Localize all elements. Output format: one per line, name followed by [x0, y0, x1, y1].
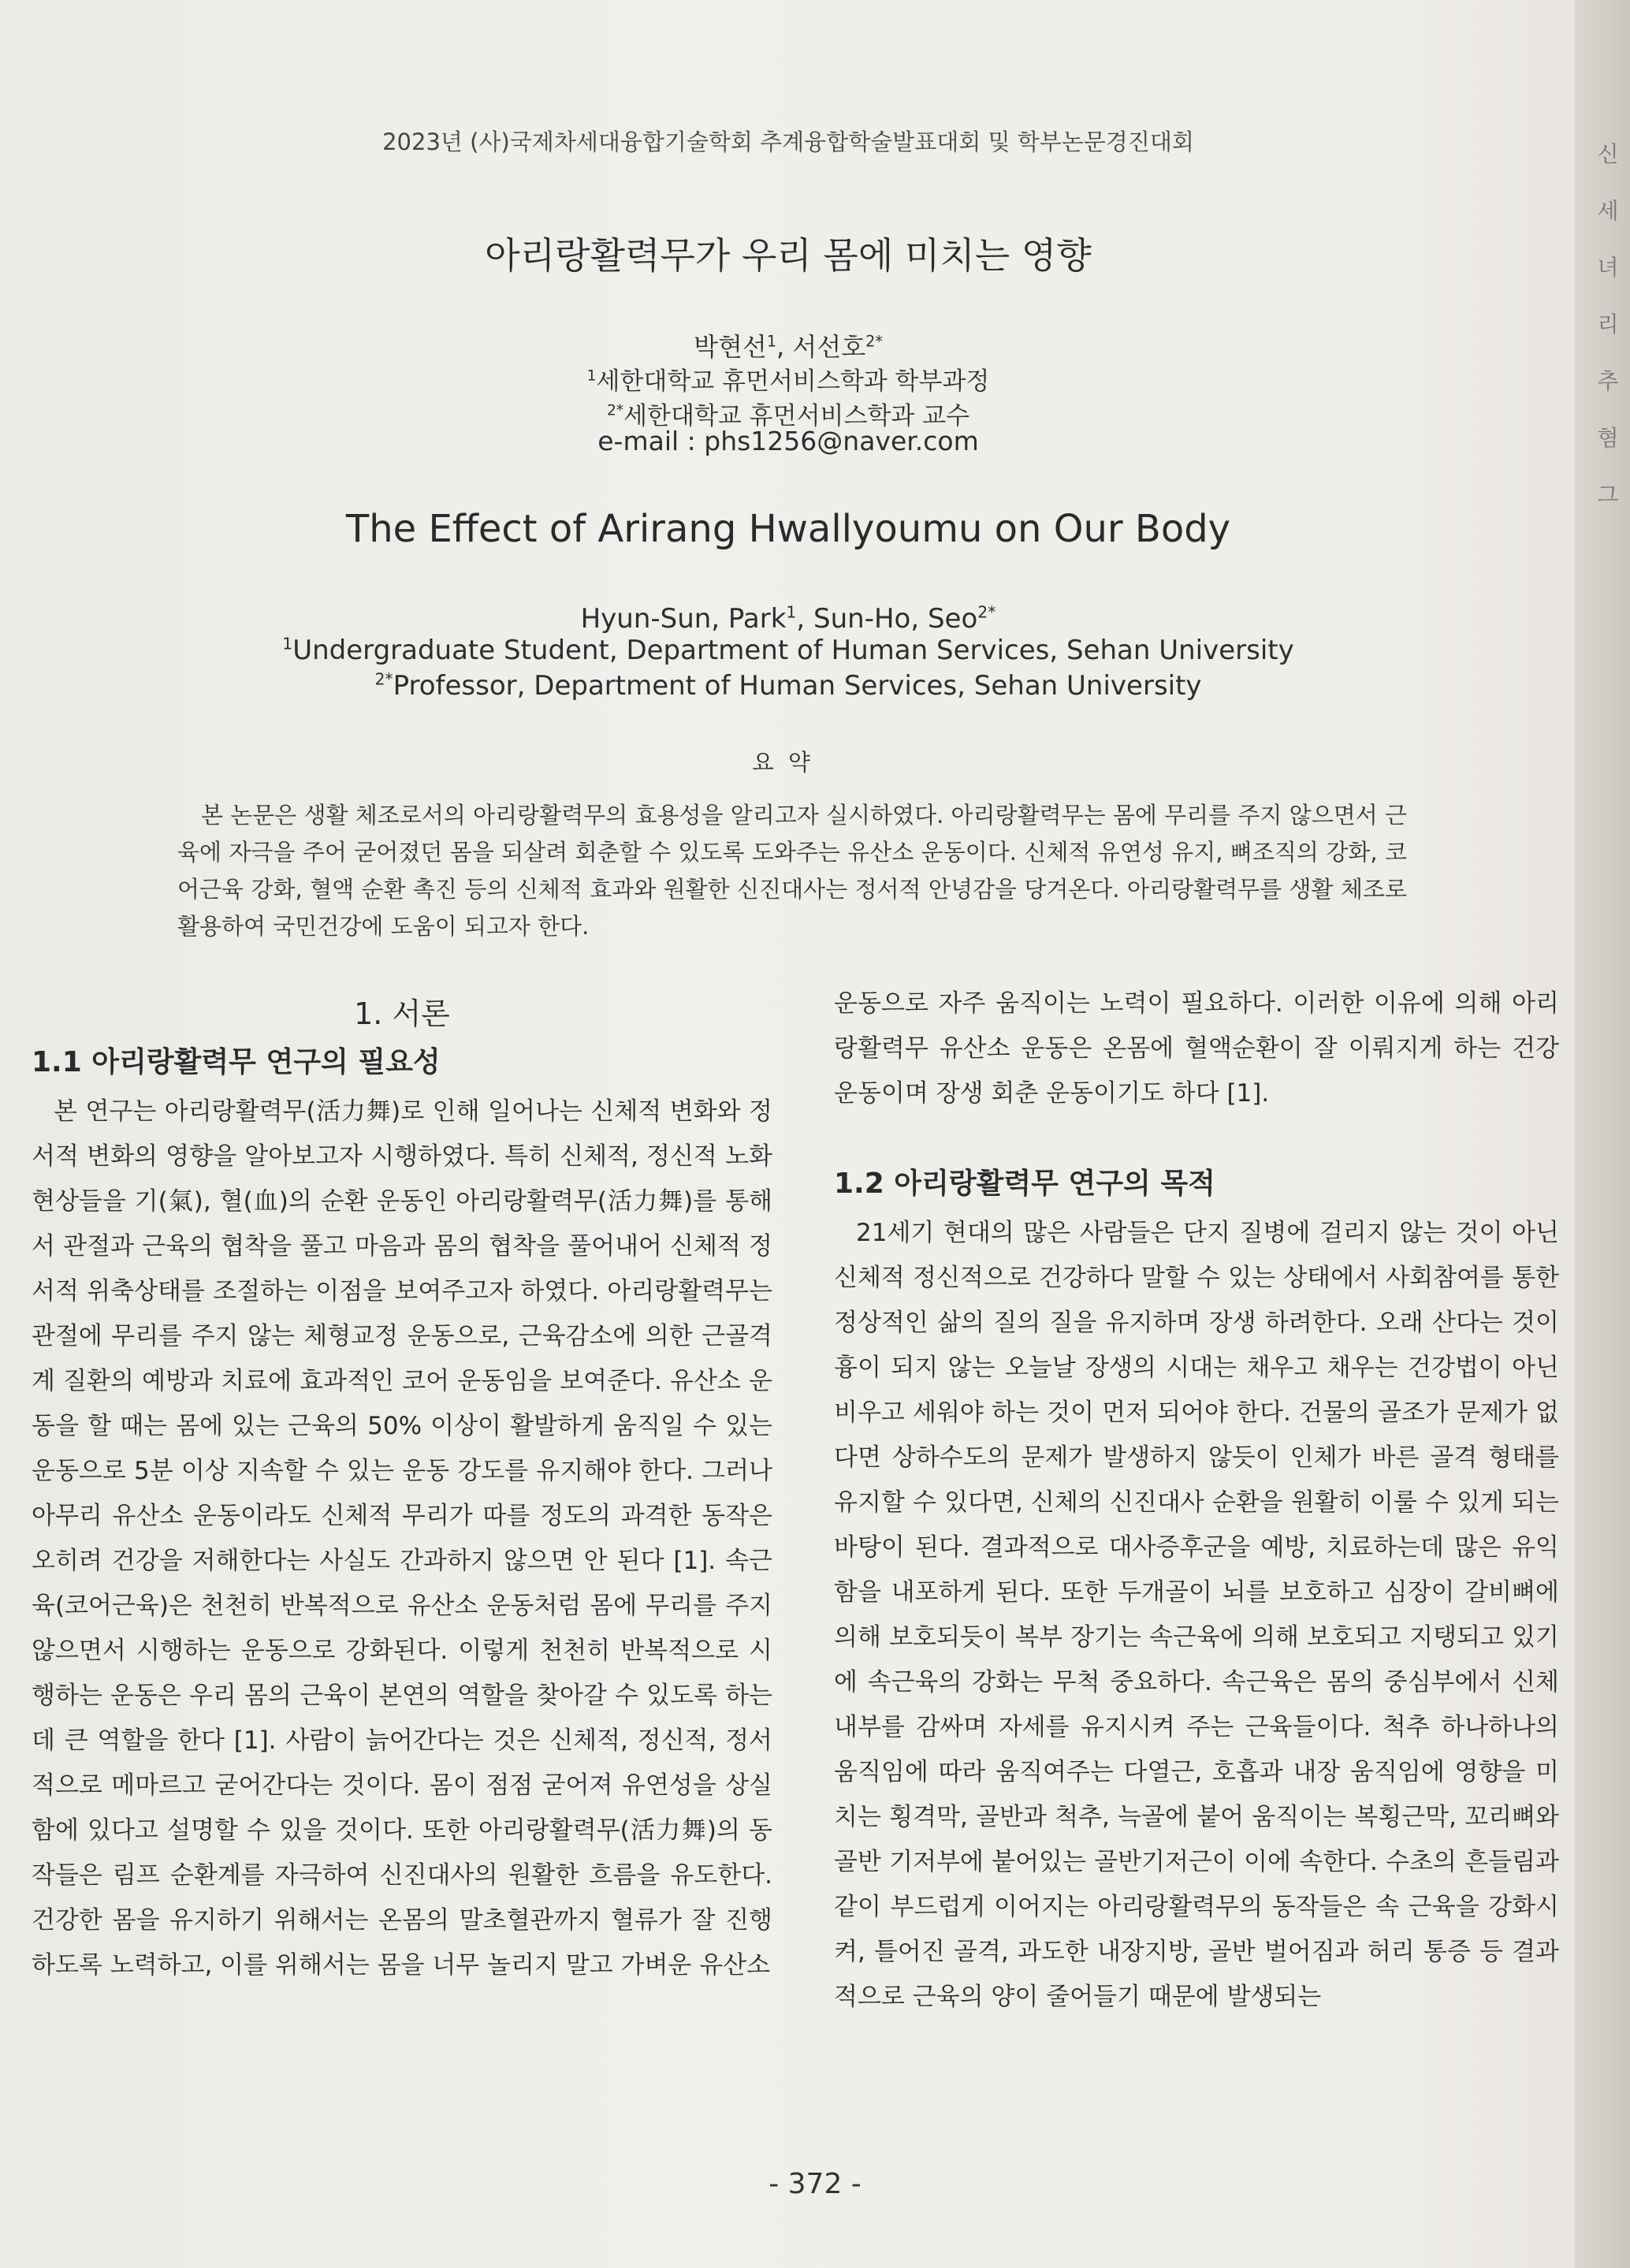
paper-title-korean: 아리랑활력무가 우리 몸에 미치는 영향	[485, 234, 1092, 277]
subsection-1-1-title: 1.1 아리랑활력무 연구의 필요성	[32, 1046, 441, 1078]
abstract-text: 본 논문은 생활 체조로서의 아리랑활력무의 효용성을 알리고자 실시하였다. 아리랑활력무는 몸에 무리를 주지 않으면서 근육에 자극을 주어 굳어졌던 몸을 되살려 회춘할 수 있도록 도와주는 유산소 운동이다. 신체적 유연성 유지, 뼈조직의 강화, 코어근육 강화, 혈액 순환 촉진 등의 신체적 효과와 원활한 신진대사는 정서적 안녕감을 당겨온다. 아리랑활력무를 생활 체조로 활용하여 국민건강에 도움이 되고자 한다.	[177, 802, 1407, 940]
authors-english: Hyun-Sun, Park$^1$, Sun-Ho, Seo$^{2*}$	[580, 602, 996, 635]
facing-page-text: 신 세 녀 리 추 혐 그	[1597, 141, 1619, 508]
affiliation-1-korean: $^1$세한대학교 휴먼서비스학과 학부과정	[586, 367, 990, 396]
subsection-1-1-continued: 운동으로 자주 움직이는 노력이 필요하다. 이러한 이유에 의해 아리랑활력무 유산소 운동은 온몸에 혈액순환이 잘 이뤄지게 하는 건강 운동이며 장생 회춘 운동이기도 하다 [1].	[834, 989, 1559, 1108]
section-1-title: 1. 서론	[354, 996, 450, 1031]
abstract-heading: 요약	[751, 749, 825, 776]
left-column	[32, 990, 772, 1988]
subsection-1-1-body: 본 연구는 아리랑활력무(活力舞)로 인해 일어나는 신체적 변화와 정서적 변화의 영향을 알아보고자 시행하였다. 특히 신체적, 정신적 노화 현상들을 기(氣), 혈(血)의 순환 운동인 아리랑활력무(活力舞)를 통해서 관절과 근육의 협착을 풀고 마음과 몸의 협착을 풀어내어 신체적 정서적 위축상태를 조절하는 이점을 보여주고자 하였다. 아리랑활력무는 관절에 무리를 주지 않는 체형교정 운동으로, 근육감소에 의한 근골격계 질환의 예방과 치료에 효과적인 코어 운동임을 보여준다. 유산소 운동을 할 때는 몸에 있는 근육의 50% 이상이 활발하게 움직일 수 있는 운동으로 5분 이상 지속할 수 있는 운동 강도를 유지해야 한다. 그러나 아무리 유산소 운동이라도 신체적 무리가 따를 정도의 과격한 동작은 오히려 건강을 저해한다는 사실도 간과하지 않으면 안 된다 [1]. 속근육(코어근육)은 천천히 반복적으로 유산소 운동처럼 몸에 무리를 주지 않으면서 시행하는 운동으로 강화된다. 이렇게 천천히 반복적으로 시행하는 운동은 우리 몸의 근육이 본연의 역할을 찾아갈 수 있도록 하는데 큰 역할을 한다 [1]. 사람이 늙어간다는 것은 신체적, 정신적, 정서적으로 메마르고 굳어간다는 것이다. 몸이 점점 굳어져 유연성을 상실함에 있다고 설명할 수 있을 것이다. 또한 아리랑활력무(活力舞)의 동작들은 림프 순환계를 자극하여 신진대사의 원활한 흐름을 유도한다. 건강한 몸을 유지하기 위해서는 온몸의 말초혈관까지 혈류가 잘 진행하도록 노력하고, 이를 위해서는 몸을 너무 놀리지 말고 가벼운 유산소	[32, 1097, 772, 1979]
facing-page-edge	[1575, 0, 1630, 2268]
right-column	[834, 981, 1559, 2020]
paper-title-english: The Effect of Arirang Hwallyoumu on Our Body	[345, 507, 1231, 551]
affiliation-1-english: $^1$Undergraduate Student, Department of Human Services, Sehan University	[282, 634, 1294, 666]
subsection-1-2-title: 1.2 아리랑활력무 연구의 목적	[834, 1168, 1215, 1200]
affiliation-2-korean: $^{2*}$세한대학교 휴먼서비스학과 교수	[606, 402, 970, 430]
conference-header: 2023년 (사)국제차세대융합기술학회 추계융합학술발표대회 및 학부논문경진대회	[382, 128, 1194, 155]
subsection-1-2-body: 21세기 현대의 많은 사람들은 단지 질병에 걸리지 않는 것이 아닌 신체적 정신적으로 건강하다 말할 수 있는 상태에서 사회참여를 통한 정상적인 삶의 질의 질을 유지하며 장생 하려한다. 오래 산다는 것이 흉이 되지 않는 오늘날 장생의 시대는 채우고 채우는 건강법이 아닌 비우고 세워야 하는 것이 먼저 되어야 한다. 건물의 골조가 문제가 없다면 상하수도의 문제가 발생하지 않듯이 인체가 바른 골격 형태를 유지할 수 있다면, 신체의 신진대사 순환을 원활히 이룰 수 있게 되는 바탕이 된다. 결과적으로 대사증후군을 예방, 치료하는데 많은 유익함을 내포하게 된다. 또한 두개골이 뇌를 보호하고 심장이 갈비뼈에 의해 보호되듯이 복부 장기는 속근육에 의해 보호되고 지탱되고 있기에 속근육의 강화는 무척 중요하다. 속근육은 몸의 중심부에서 신체 내부를 감싸며 자세를 유지시켜 주는 근육들이다. 척추 하나하나의 움직임에 따라 움직여주는 다열근, 호흡과 내장 움직임에 영향을 미치는 횡격막, 골반과 척추, 늑골에 붙어 움직이는 복횡근막, 꼬리뼈와 골반 기저부에 붙어있는 골반기저근이 이에 속한다. 수초의 흔들림과 같이 부드럽게 이어지는 아리랑활력무의 동작들은 속 근육을 강화시켜, 틀어진 골격, 과도한 내장지방, 골반 벌어짐과 허리 통증 등 결과적으로 근육의 양이 줄어들기 때문에 발생되는	[834, 1219, 1559, 2011]
author-email: e-mail : phs1256@naver.com	[597, 426, 979, 456]
page-number: - 372 -	[768, 2168, 862, 2200]
authors-korean: 박현선$^1$, 서선호$^{2*}$	[694, 332, 883, 362]
affiliation-2-english: $^{2*}$Professor, Department of Human Services, Sehan University	[374, 669, 1202, 702]
